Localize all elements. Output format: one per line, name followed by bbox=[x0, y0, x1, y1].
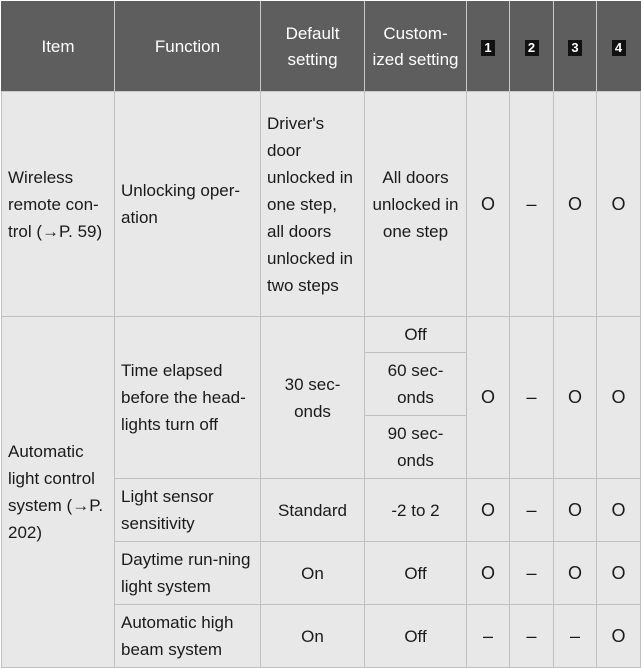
function-cell-time-elapsed: Time elapsed before the head-lights turn off bbox=[115, 317, 261, 479]
item-cell-auto-light: Automatic light control system (→P. 202) bbox=[2, 317, 115, 668]
number-badge-1: 1 bbox=[481, 40, 495, 56]
mark-cell: – bbox=[510, 317, 554, 479]
default-cell-unlocking: Driver's door unlocked in one step, all doors unlocked in two steps bbox=[261, 92, 365, 317]
mark-cell: – bbox=[510, 542, 554, 605]
default-cell-high-beam: On bbox=[261, 605, 365, 668]
number-badge-3: 3 bbox=[568, 40, 582, 56]
header-col-1 bbox=[467, 2, 510, 92]
mark-cell: – bbox=[554, 605, 597, 668]
header-item: Item bbox=[2, 2, 115, 92]
mark-cell: O bbox=[597, 542, 641, 605]
mark-cell: O bbox=[554, 317, 597, 479]
mark-cell: O bbox=[467, 92, 510, 317]
header-customized-setting: Custom-ized setting bbox=[365, 2, 467, 92]
mark-cell: O bbox=[597, 479, 641, 542]
table-header-row bbox=[2, 2, 641, 92]
header-function: Function bbox=[115, 2, 261, 92]
custom-cell-light-sensor: -2 to 2 bbox=[365, 479, 467, 542]
item-cell-wireless: Wireless remote con-trol (→P. 59) bbox=[2, 92, 115, 317]
custom-option-60: 60 sec-onds bbox=[365, 353, 467, 416]
function-cell-daytime: Daytime run-ning light system bbox=[115, 542, 261, 605]
mark-cell: O bbox=[554, 542, 597, 605]
mark-cell: O bbox=[554, 92, 597, 317]
default-cell-daytime: On bbox=[261, 542, 365, 605]
custom-cell-daytime: Off bbox=[365, 542, 467, 605]
mark-cell: – bbox=[467, 605, 510, 668]
table-row bbox=[2, 92, 641, 317]
mark-cell: – bbox=[510, 92, 554, 317]
default-cell-light-sensor: Standard bbox=[261, 479, 365, 542]
custom-option-90: 90 sec-onds bbox=[365, 416, 467, 479]
function-cell-high-beam: Automatic high beam system bbox=[115, 605, 261, 668]
function-cell-light-sensor: Light sensor sensitivity bbox=[115, 479, 261, 542]
custom-cell-unlocking: All doors unlocked in one step bbox=[365, 92, 467, 317]
mark-cell: O bbox=[597, 92, 641, 317]
header-col-4 bbox=[597, 2, 641, 92]
custom-cell-high-beam: Off bbox=[365, 605, 467, 668]
mark-cell: O bbox=[597, 317, 641, 479]
header-col-2 bbox=[510, 2, 554, 92]
mark-cell: – bbox=[510, 479, 554, 542]
customization-table bbox=[1, 1, 641, 668]
header-default-setting: Default setting bbox=[261, 2, 365, 92]
number-badge-4: 4 bbox=[612, 40, 626, 56]
function-cell-unlocking: Unlocking oper-ation bbox=[115, 92, 261, 317]
mark-cell: O bbox=[467, 542, 510, 605]
custom-option-off: Off bbox=[365, 317, 467, 353]
header-col-3 bbox=[554, 2, 597, 92]
mark-cell: O bbox=[467, 317, 510, 479]
mark-cell: O bbox=[467, 479, 510, 542]
number-badge-2: 2 bbox=[525, 40, 539, 56]
mark-cell: O bbox=[597, 605, 641, 668]
mark-cell: O bbox=[554, 479, 597, 542]
mark-cell: – bbox=[510, 605, 554, 668]
table-row bbox=[2, 317, 641, 353]
default-cell-time-elapsed: 30 sec-onds bbox=[261, 317, 365, 479]
